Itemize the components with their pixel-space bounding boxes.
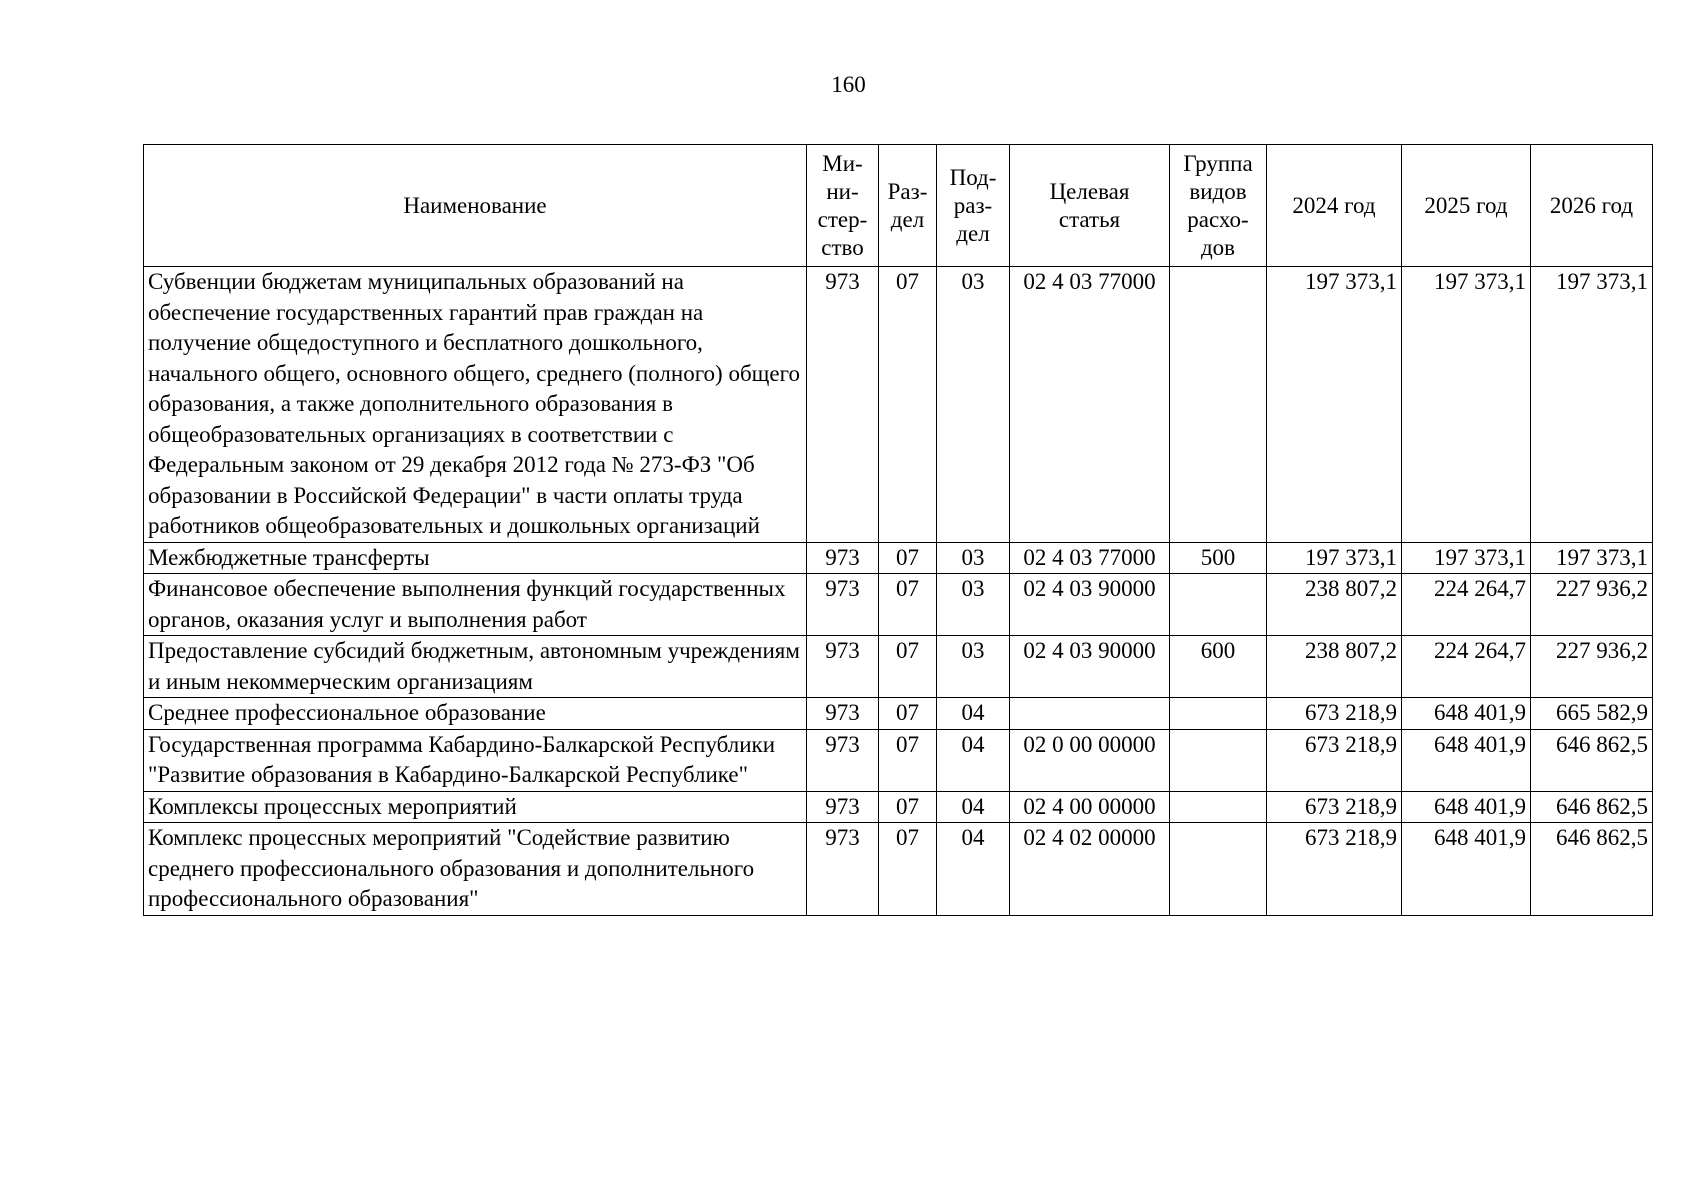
row-expense-group: [1170, 267, 1267, 543]
row-amount-2024: 673 218,9: [1267, 823, 1402, 916]
row-name: Среднее профессиональное образование: [144, 698, 807, 730]
row-amount-2025: 648 401,9: [1402, 791, 1531, 823]
row-amount-2025: 224 264,7: [1402, 574, 1531, 636]
row-amount-2024: 673 218,9: [1267, 729, 1402, 791]
table-row: [144, 791, 1653, 823]
header-expense-group: Группа видов расхо- дов: [1170, 145, 1267, 267]
header-section: Раз- дел: [879, 145, 937, 267]
row-amount-2024: 673 218,9: [1267, 698, 1402, 730]
header-name: Наименование: [144, 145, 807, 267]
row-ministry: 973: [807, 791, 879, 823]
row-amount-2026: 646 862,5: [1531, 729, 1653, 791]
row-amount-2025: 648 401,9: [1402, 698, 1531, 730]
row-name: Государственная программа Кабардино-Балкарской Республики "Развитие образования в Кабардино-Балкарской Республике": [144, 729, 807, 791]
row-section: 07: [879, 267, 937, 543]
row-target-article: 02 4 03 90000: [1010, 574, 1170, 636]
row-target-article: 02 4 00 00000: [1010, 791, 1170, 823]
row-amount-2026: 197 373,1: [1531, 542, 1653, 574]
row-section: 07: [879, 542, 937, 574]
row-amount-2026: 227 936,2: [1531, 574, 1653, 636]
row-expense-group: [1170, 698, 1267, 730]
row-expense-group: [1170, 729, 1267, 791]
row-amount-2026: 227 936,2: [1531, 636, 1653, 698]
row-subsection: 04: [937, 698, 1010, 730]
table-row: [144, 636, 1653, 698]
row-subsection: 03: [937, 542, 1010, 574]
row-amount-2024: 197 373,1: [1267, 267, 1402, 543]
row-amount-2026: 646 862,5: [1531, 823, 1653, 916]
header-target-article: Целевая статья: [1010, 145, 1170, 267]
row-amount-2024: 238 807,2: [1267, 574, 1402, 636]
row-subsection: 04: [937, 823, 1010, 916]
row-section: 07: [879, 791, 937, 823]
table-row: [144, 729, 1653, 791]
row-amount-2024: 197 373,1: [1267, 542, 1402, 574]
table-header-row: [144, 145, 1653, 267]
table-row: [144, 267, 1653, 543]
budget-table: [143, 144, 1653, 916]
row-section: 07: [879, 636, 937, 698]
row-name: Предоставление субсидий бюджетным, автономным учреждениям и иным некоммерческим организациям: [144, 636, 807, 698]
row-section: 07: [879, 823, 937, 916]
row-subsection: 03: [937, 574, 1010, 636]
row-expense-group: 600: [1170, 636, 1267, 698]
table-row: [144, 698, 1653, 730]
header-subsection: Под- раз- дел: [937, 145, 1010, 267]
row-ministry: 973: [807, 636, 879, 698]
row-ministry: 973: [807, 574, 879, 636]
row-amount-2025: 197 373,1: [1402, 542, 1531, 574]
row-subsection: 04: [937, 729, 1010, 791]
row-expense-group: 500: [1170, 542, 1267, 574]
row-name: Финансовое обеспечение выполнения функций государственных органов, оказания услуг и выполнения работ: [144, 574, 807, 636]
row-ministry: 973: [807, 267, 879, 543]
row-amount-2024: 238 807,2: [1267, 636, 1402, 698]
table-row: [144, 574, 1653, 636]
row-amount-2026: 665 582,9: [1531, 698, 1653, 730]
row-section: 07: [879, 574, 937, 636]
table-row: [144, 823, 1653, 916]
row-ministry: 973: [807, 823, 879, 916]
row-amount-2026: 197 373,1: [1531, 267, 1653, 543]
row-amount-2025: 197 373,1: [1402, 267, 1531, 543]
header-year-2026: 2026 год: [1531, 145, 1653, 267]
row-expense-group: [1170, 791, 1267, 823]
row-expense-group: [1170, 823, 1267, 916]
row-target-article: 02 4 02 00000: [1010, 823, 1170, 916]
header-ministry: Ми- ни- стер- ство: [807, 145, 879, 267]
row-section: 07: [879, 698, 937, 730]
row-ministry: 973: [807, 698, 879, 730]
row-amount-2025: 224 264,7: [1402, 636, 1531, 698]
row-amount-2026: 646 862,5: [1531, 791, 1653, 823]
row-amount-2024: 673 218,9: [1267, 791, 1402, 823]
row-name: Субвенции бюджетам муниципальных образований на обеспечение государственных гарантий прав граждан на получение общедоступного и бесплатного дошкольного, начального общего, основного общего, среднего (полного) общего образования, а также дополнительного образования в общеобразовательных организациях в соответствии с Федеральным законом от 29 декабря 2012 года № 273-ФЗ "Об образовании в Российской Федерации" в части оплаты труда работников общеобразовательных и дошкольных организаций: [144, 267, 807, 543]
row-ministry: 973: [807, 542, 879, 574]
row-subsection: 04: [937, 791, 1010, 823]
row-subsection: 03: [937, 636, 1010, 698]
row-amount-2025: 648 401,9: [1402, 823, 1531, 916]
header-year-2024: 2024 год: [1267, 145, 1402, 267]
row-section: 07: [879, 729, 937, 791]
row-target-article: [1010, 698, 1170, 730]
row-ministry: 973: [807, 729, 879, 791]
row-target-article: 02 4 03 77000: [1010, 542, 1170, 574]
row-expense-group: [1170, 574, 1267, 636]
page-number: 160: [831, 72, 866, 97]
header-year-2025: 2025 год: [1402, 145, 1531, 267]
row-name: Комплексы процессных мероприятий: [144, 791, 807, 823]
table-row: [144, 542, 1653, 574]
row-target-article: 02 0 00 00000: [1010, 729, 1170, 791]
row-amount-2025: 648 401,9: [1402, 729, 1531, 791]
row-target-article: 02 4 03 77000: [1010, 267, 1170, 543]
row-target-article: 02 4 03 90000: [1010, 636, 1170, 698]
row-subsection: 03: [937, 267, 1010, 543]
row-name: Межбюджетные трансферты: [144, 542, 807, 574]
row-name: Комплекс процессных мероприятий "Содействие развитию среднего профессионального образования и дополнительного профессионального образования": [144, 823, 807, 916]
